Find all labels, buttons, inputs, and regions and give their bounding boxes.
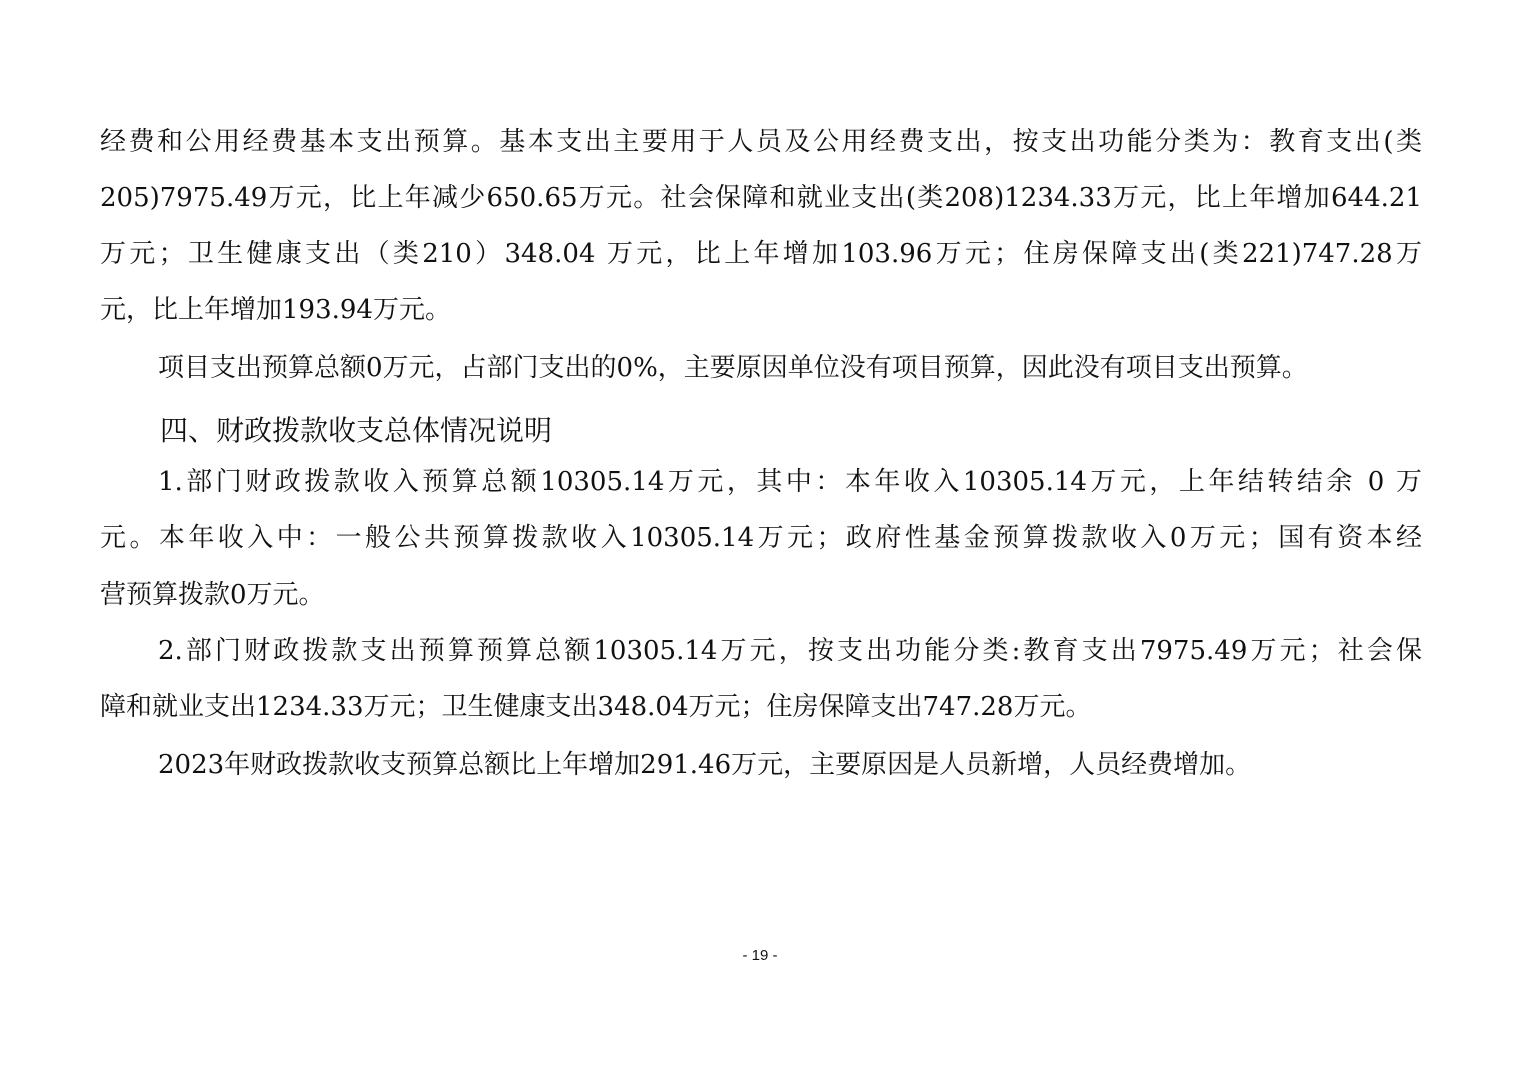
income-paragraph-line-1: 1.部门财政拨款收入预算总额10305.14万元，其中：本年收入10305.14万元，上年结转结余 0 万 xyxy=(158,467,1422,497)
expenditure-paragraph-line-1: 2.部门财政拨款支出预算预算总额10305.14万元，按支出功能分类:教育支出7975.49万元；社会保 xyxy=(158,636,1422,666)
expenditure-paragraph-line-2: 障和就业支出1234.33万元；卫生健康支出348.04万元；住房保障支出747.28万元。 xyxy=(100,692,1092,722)
page-number: - 19 - xyxy=(742,947,778,964)
income-paragraph-line-2: 元。本年收入中：一般公共预算拨款收入10305.14万元；政府性基金预算拨款收入0万元；国有资本经 xyxy=(100,523,1422,553)
paragraph-line-3: 万元；卫生健康支出（类210）348.04 万元，比上年增加103.96万元；住房保障支出(类221)747.28万 xyxy=(100,239,1422,269)
summary-paragraph: 2023年财政拨款收支预算总额比上年增加291.46万元，主要原因是人员新增，人员经费增加。 xyxy=(158,750,1252,780)
paragraph-line-1: 经费和公用经费基本支出预算。基本支出主要用于人员及公用经费支出，按支出功能分类为：教育支出(类 xyxy=(100,127,1422,157)
section-heading: 四、财政拨款收支总体情况说明 xyxy=(160,414,553,447)
paragraph-line-2: 205)7975.49万元，比上年减少650.65万元。社会保障和就业支出(类208)1234.33万元，比上年增加644.21 xyxy=(100,183,1422,213)
paragraph-line-4: 元，比上年增加193.94万元。 xyxy=(100,295,451,325)
income-paragraph-line-3: 营预算拨款0万元。 xyxy=(100,580,325,610)
project-expenditure-paragraph: 项目支出预算总额0万元，占部门支出的0%，主要原因单位没有项目预算，因此没有项目支出预算。 xyxy=(158,353,1308,383)
